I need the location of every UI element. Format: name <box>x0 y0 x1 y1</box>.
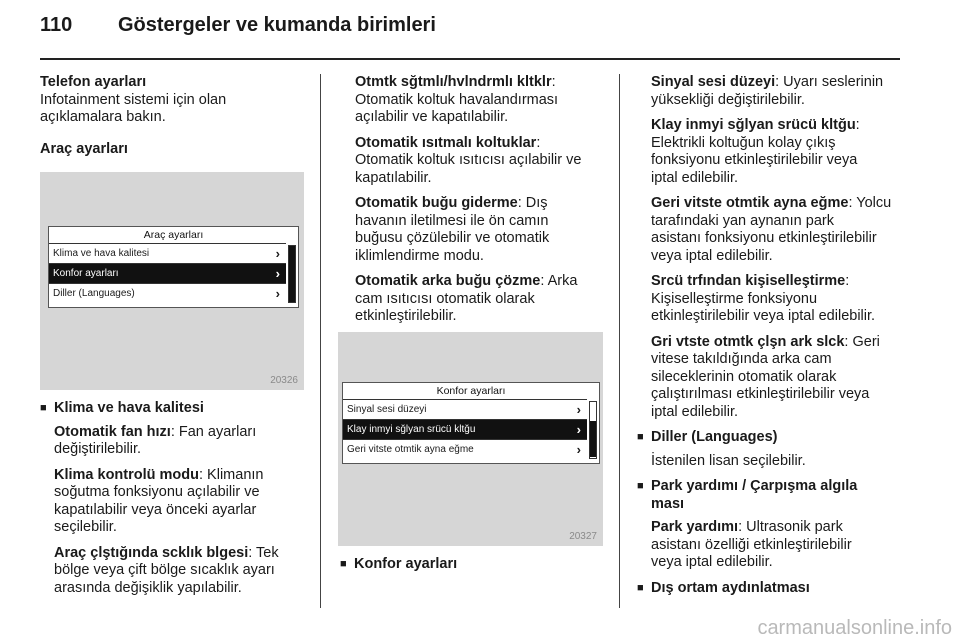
menu-item-label: Konfor ayarları <box>53 268 119 279</box>
page-title: Göstergeler ve kumanda birimleri <box>118 14 436 36</box>
menu-item <box>343 399 587 419</box>
arac-ayarlari-heading: Araç ayarları <box>40 140 128 157</box>
bullet-square-icon: ■ <box>40 402 47 414</box>
column-1 <box>40 74 305 158</box>
column-1-lower <box>40 400 310 605</box>
chevron-right-icon: › <box>275 286 280 301</box>
menu-item-selected <box>49 263 286 283</box>
bullet-klima <box>40 400 310 418</box>
oto-isitmali-paragraph: Otomatik ısıtmalı koltuklar: Otomatik koltuk ısıtıcısı açılabilir ve kapatılabilir. <box>355 134 582 186</box>
figure-number: 20326 <box>270 375 298 386</box>
menu-item <box>49 283 286 303</box>
bullet-klima-label: Klima ve hava kalitesi <box>54 400 204 416</box>
menu-item-label: Klima ve hava kalitesi <box>53 248 150 259</box>
page-header <box>0 0 960 60</box>
menu-screen <box>342 382 600 464</box>
column-3 <box>637 74 907 597</box>
bullet-square-icon: ■ <box>340 558 347 570</box>
oto-koltuk-hav-paragraph: Otmtk sğtmlı/hvlndrmlı kltklr: Otomatik koltuk havalandırması açılabilir ve kapatılabilir. <box>355 74 559 125</box>
telefon-heading: Telefon ayarları <box>40 74 147 90</box>
chevron-right-icon: › <box>576 422 581 437</box>
bullet-square-icon: ■ <box>637 581 644 594</box>
bullet-square-icon: ■ <box>637 480 644 492</box>
park-paragraph: Park yardımı: Ultrasonik park asistanı özelliği etkinleştirilebilir veya iptal edilebilir. <box>651 519 852 570</box>
srcu-paragraph: Srcü trfından kişiselleştirme: Kişiselleştirme fonksiyonu etkinleştirilebilir veya iptal edilebilir. <box>651 273 876 324</box>
menu-item-label: Sinyal sesi düzeyi <box>347 404 427 415</box>
page-number: 110 <box>40 14 73 36</box>
bullet-park-label: Park yardımı / Çarpışma algıla ması <box>651 478 858 512</box>
otomatik-fan-paragraph: Otomatik fan hızı: Fan ayarları değiştirilebilir. <box>54 423 257 457</box>
klima-kontrol-paragraph: Klima kontrolü modu: Klimanın soğutma fonksiyonu açılabilir ve kapatılabilir veya önceki ayarlar seçilebilir. <box>54 466 264 535</box>
menu-item <box>49 243 286 263</box>
menu-item-label: Diller (Languages) <box>53 288 135 299</box>
menu-title: Konfor ayarları <box>436 385 506 397</box>
telefon-text-1: Infotainment sistemi için olan <box>40 91 227 108</box>
geri-ayna-paragraph: Geri vitste otmtik ayna eğme: Yolcu tarafındaki yan aynanın park asistanı fonksiyonu etkinleştirilebilir veya iptal edilebilir. <box>651 195 892 264</box>
bullet-square-icon: ■ <box>637 431 644 443</box>
arac-calistiginda-paragraph: Araç çlştığında scklık blgesi: Tek bölge veya çift bölge sıcaklık ayarı arasında değişiklik yapılabilir. <box>54 544 279 596</box>
oto-bugu-paragraph: Otomatik buğu giderme: Dış havanın iletilmesi ile ön camın buğusu çözülebilir ve otomatik iklimlendirme modu. <box>355 195 550 264</box>
bullet-diller <box>637 429 907 447</box>
oto-arka-paragraph: Otomatik arka buğu çözme: Arka cam ısıtıcısı otomatik olarak etkinleştirilebilir. <box>355 273 578 324</box>
telefon-text-2: açıklamalara bakın. <box>40 109 166 125</box>
column-2 <box>355 74 610 334</box>
column-2-lower <box>340 556 600 574</box>
klay-inmyi-paragraph: Klay inmyi sğlyan srücü kltğu: Elektrikli koltuğun kolay çıkış fonksiyonu etkinleştirilebilir veya iptal edilebilir. <box>651 117 860 186</box>
sinyal-paragraph: Sinyal sesi düzeyi: Uyarı seslerinin yüksekliği değiştirilebilir. <box>651 74 884 108</box>
figure-number: 20327 <box>569 531 597 542</box>
menu-item-selected <box>343 419 587 439</box>
gri-vtste-paragraph: Gri vtste otmtk çlşn ark slck: Geri vitese takıldığında arka cam sileceklerinin otomatik olarak çalıştırılması etkinleştirilebilir veya iptal edilebilir. <box>651 333 880 420</box>
chevron-right-icon: › <box>576 442 581 457</box>
figure-arac-ayarlari <box>40 172 304 390</box>
watermark: carmanualsonline.info <box>757 617 952 639</box>
bullet-diller-label: Diller (Languages) <box>651 429 778 445</box>
bullet-konfor-label: Konfor ayarları <box>354 556 458 572</box>
chevron-right-icon: › <box>275 246 280 261</box>
bullet-konfor <box>340 556 600 574</box>
bullet-dis-ortam-label: Dış ortam aydınlatması <box>651 579 810 596</box>
column-divider <box>619 74 620 608</box>
bullet-dis-ortam <box>637 580 907 598</box>
menu-item-label: Klay inmyi sğlyan srücü kltğu <box>347 424 476 435</box>
chevron-right-icon: › <box>275 266 280 281</box>
header-rule <box>40 58 900 60</box>
menu-screen <box>48 226 299 308</box>
menu-item <box>343 439 587 459</box>
diller-text: İstenilen lisan seçilebilir. <box>651 452 806 469</box>
menu-item-label: Geri vitste otmtik ayna eğme <box>347 444 474 455</box>
scrollbar-thumb <box>590 421 596 457</box>
figure-konfor-ayarlari <box>338 332 603 546</box>
scrollbar-thumb <box>289 246 295 302</box>
chevron-right-icon: › <box>576 402 581 417</box>
menu-title: Araç ayarları <box>143 229 204 241</box>
column-divider <box>320 74 321 608</box>
bullet-park <box>637 478 907 513</box>
